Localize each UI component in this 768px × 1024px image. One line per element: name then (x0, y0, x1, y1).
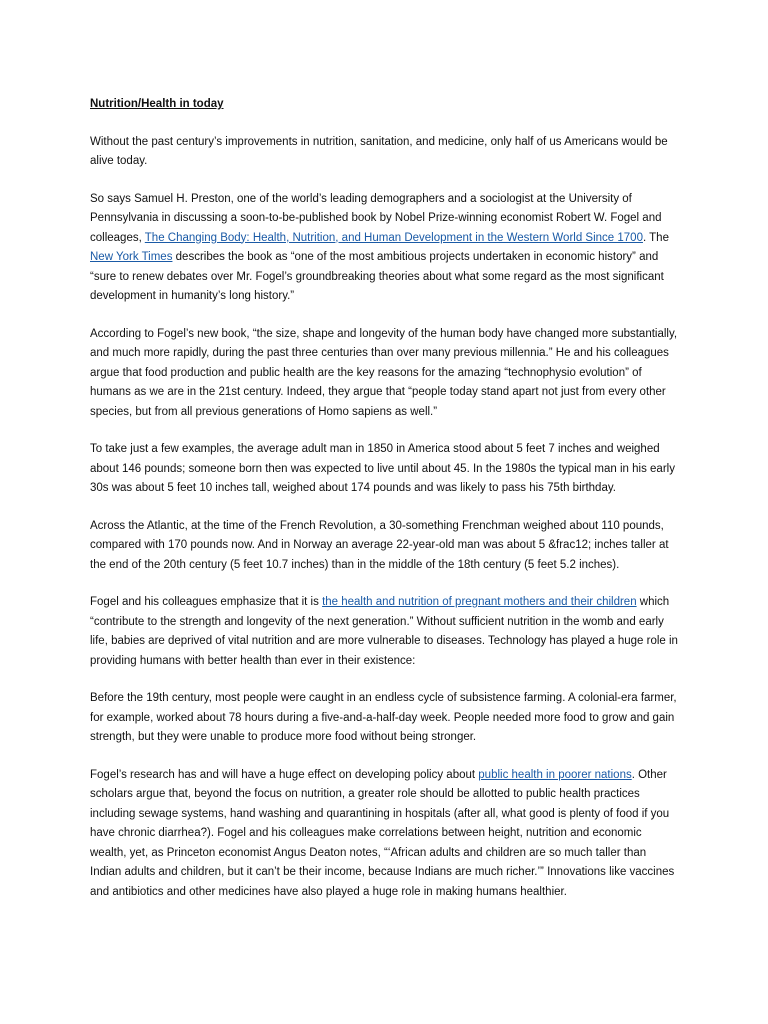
paragraph-2 (90, 190, 680, 307)
new-york-times-link[interactable]: New York Times (90, 251, 173, 263)
public-health-link[interactable]: public health in poorer nations (478, 768, 632, 781)
paragraph-7: Before the 19th century, most people were caught in an endless cycle of subsistence farming. A colonial-era farmer, for example, worked about 78 hours during a five-and-a-half-day week. People needed more food to grow and gain strength, but they were unable to produce more food without being stronger. (90, 692, 677, 743)
paragraph-5: Across the Atlantic, at the time of the French Revolution, a 30-something Frenchman weighed about 110 pounds, compared with 170 pounds now. And in Norway an average 22-year-old man was about 5 &frac12; inches taller at the end of the 20th century (5 feet 10.7 inches) than in the middle of the 18th century (5 feet 5.2 inches). (90, 519, 669, 571)
paragraph-3: According to Fogel’s new book, “the size, shape and longevity of the human body have changed more substantially, and much more rapidly, during the past three centuries than over many previous millennia.” He and his colleagues argue that food production and public health are the key reasons for the amazing “technophysio evolution” of humans as we are in the 21st century. Indeed, they argue that “people today stand apart not just from every other species, but from all previous generations of Homo sapiens as well.” (90, 327, 678, 418)
paragraph-6-text-a: Fogel and his colleagues emphasize that it is (90, 596, 323, 608)
paragraph-2-text-b: . The (642, 231, 669, 244)
page-title: Nutrition/Health in today (90, 98, 224, 110)
pregnant-mothers-link[interactable]: the health and nutrition of pregnant mothers and their children (322, 596, 637, 608)
paragraph-6-text-b: which “contribute to the strength and longevity of the next generation.” Without sufficient nutrition in the womb and early life, babies are deprived of vital nutrition and are more vulnerable to diseases. Technology has played a huge role in providing humans with better health than ever in their existence: (90, 596, 678, 667)
paragraph-8-text-a: Fogel’s research has and will have a huge effect on developing policy about (90, 768, 479, 781)
paragraph-1: Without the past century’s improvements in nutrition, sanitation, and medicine, only half of us Americans would be alive today. (90, 135, 668, 167)
paragraph-8-text-b: . Other scholars argue that, beyond the focus on nutrition, a greater role should be allotted to public health practices including sewage systems, hand washing and quarantining in hospitals (after all, what good is plenty of food if you have chronic diarrhea?). Fogel and his colleagues make correlations between height, nutrition and economic wealth, yet, as Princeton economist Angus Deaton notes, “‘African adults and children are so much taller than Indian adults and children, but it can’t be their income, because Indians are much richer.’” Innovations like vaccines and antibiotics and other medicines have also played a huge role in making humans healthier. (90, 768, 675, 898)
document-page (90, 95, 680, 920)
paragraph-2-text-a: So says Samuel H. Preston, one of the world’s leading demographers and a sociologist at the University of Pennsylvania in discussing a soon-to-be-published book by Nobel Prize-winning economist Robert W. Fogel and colleages, (90, 192, 662, 244)
paragraph-2-text-c: describes the book as “one of the most ambitious projects undertaken in economic history” and “sure to renew debates over Mr. Fogel’s groundbreaking theories about what some regard as the most significant development in humanity’s long history.” (90, 251, 664, 302)
book-title-link[interactable]: The Changing Body: Health, Nutrition, and Human Development in the Western World Since 1700 (144, 231, 643, 244)
paragraph-8 (90, 766, 680, 903)
paragraph-4: To take just a few examples, the average adult man in 1850 in America stood about 5 feet 7 inches and weighed about 146 pounds; someone born then was expected to live until about 45. In the 1980s the typical man in his early 30s was about 5 feet 10 inches tall, weighed about 174 pounds and was likely to pass his 75th birthday. (90, 443, 675, 494)
paragraph-6 (90, 593, 680, 671)
